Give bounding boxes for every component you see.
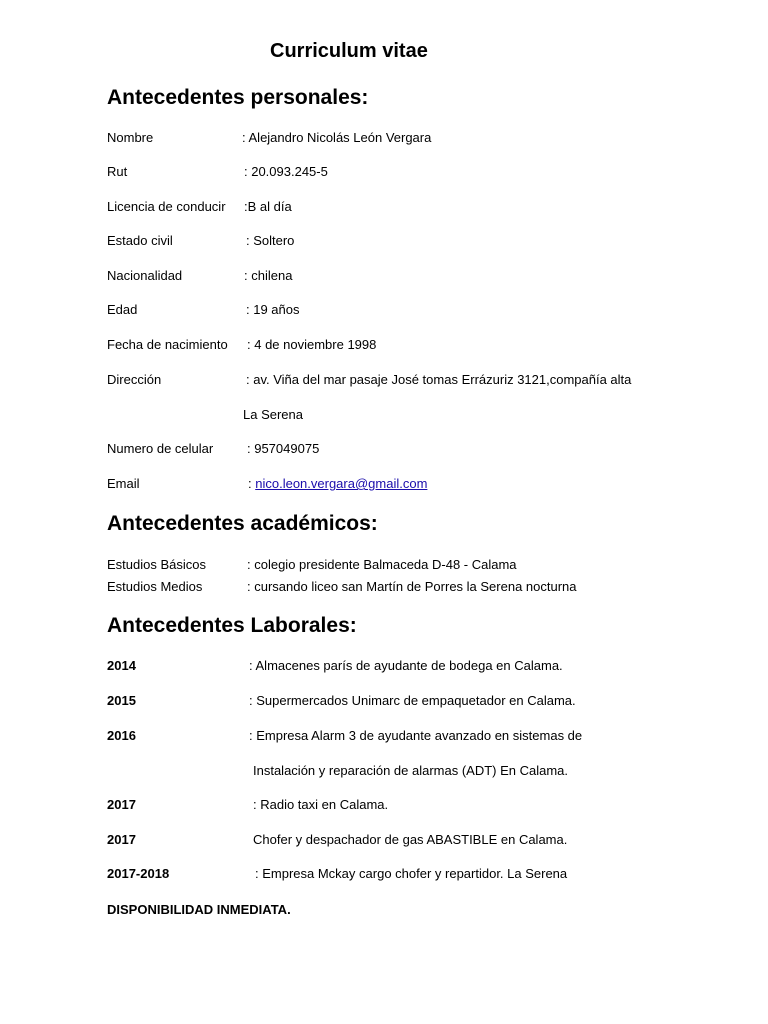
work-year: 2015 [107,693,136,708]
value-estudios-medios: : cursando liceo san Martín de Porres la Serena nocturna [247,579,577,594]
email-prefix: : [248,476,256,491]
value-nacionalidad: : chilena [244,268,293,283]
label-nombre: Nombre [107,130,154,145]
label-rut: Rut [107,164,128,179]
personal-heading: Antecedentes personales: [107,86,369,109]
label-nacionalidad: Nacionalidad [107,268,183,283]
work-heading: Antecedentes Laborales: [107,614,357,637]
work-entry: : Radio taxi en Calama. [253,797,389,812]
work-year: 2014 [107,658,136,673]
label-edad: Edad [107,302,138,317]
value-rut: : 20.093.245-5 [244,164,328,179]
label-fecha-nacimiento: Fecha de nacimiento [107,337,228,352]
academic-heading: Antecedentes académicos: [107,512,378,535]
page-title: Curriculum vitae [270,40,428,62]
value-fecha-nacimiento: : 4 de noviembre 1998 [247,337,377,352]
label-estado-civil: Estado civil [107,233,173,248]
work-year: 2017 [107,797,136,812]
label-celular: Numero de celular [107,441,214,456]
work-year: 2017 [107,832,136,847]
value-licencia: :B al día [244,199,292,214]
label-email: Email [107,476,140,491]
work-year: 2017-2018 [107,866,170,881]
work-entry: : Supermercados Unimarc de empaquetador en Calama. [249,693,576,708]
label-estudios-basicos: Estudios Básicos [107,557,206,572]
value-direccion-cont: La Serena [243,407,303,422]
work-entry: Chofer y despachador de gas ABASTIBLE en Calama. [253,832,568,847]
label-direccion: Dirección [107,372,162,387]
value-estado-civil: : Soltero [246,233,295,248]
work-entry: : Empresa Mckay cargo chofer y repartidor. La Serena [255,866,568,881]
value-nombre: : Alejandro Nicolás León Vergara [242,130,432,145]
work-entry-cont: Instalación y reparación de alarmas (ADT) En Calama. [253,763,569,778]
work-year: 2016 [107,728,136,743]
value-celular: : 957049075 [247,441,320,456]
work-entry: : Almacenes parís de ayudante de bodega en Calama. [249,658,563,673]
value-direccion: : av. Viña del mar pasaje José tomas Errázuriz 3121,compañía alta [246,372,632,387]
value-edad: : 19 años [246,302,300,317]
email-link[interactable]: nico.leon.vergara@gmail.com [255,476,428,491]
value-estudios-basicos: : colegio presidente Balmaceda D-48 - Calama [247,557,517,572]
label-estudios-medios: Estudios Medios [107,579,203,594]
value-email [248,476,427,491]
availability-note: DISPONIBILIDAD INMEDIATA. [107,902,291,917]
work-entry: : Empresa Alarm 3 de ayudante avanzado en sistemas de [249,728,583,743]
label-licencia: Licencia de conducir [107,199,226,214]
